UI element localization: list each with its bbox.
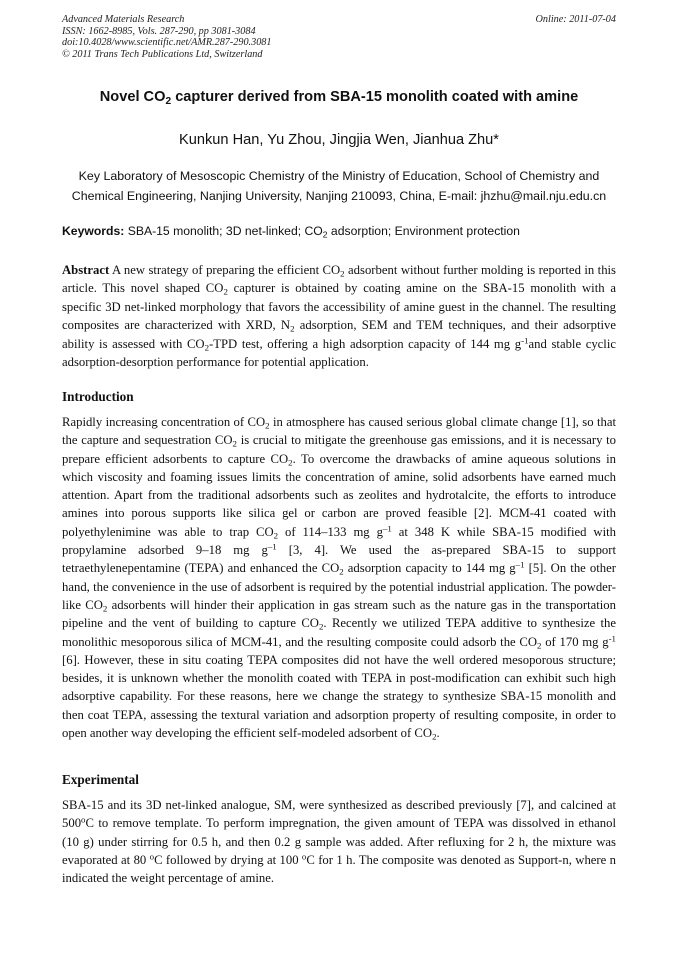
online-date: Online: 2011-07-04 [535,14,616,25]
keywords-label: Keywords: [62,224,125,238]
paper-title: Novel $CO_2$ capturer derived from SBA-15 monolith coated with amine [99,89,579,108]
doi-link[interactable]: doi:10.4028/www.scientific.net/AMR.287-290.3081 [62,37,272,49]
abstract-label: Abstract [62,263,110,277]
introduction-paragraph: Rapidly increasing concentration of $CO_2$ in atmosphere has caused serious global climate change [1], so that the capture and sequestration $CO_2$ is crucial to mitigate the greenhouse gas emissions, and it is necessary to prepare efficient adsorbents to capture $CO_2$. To overcome the drawbacks of amine aqueous solutions in which viscosity and foaming issues limits the concentration of amine, solid adsorbents have earned much attention. Apart from the traditional adsorbents such as zeolites and hydrotalcite, the efforts to introduce amines into porous supports like silica gel or carbon are proved feasible [2]. MCM-41 coated with polyethylenimine was able to trap $CO_2$ of 114–133 mg $g^{-1}$ at 348 K while SBA-15 modified with propylamine adsorbed 9–18 mg $g^{-1}$ [3, 4]. We used the as-prepared SBA-15 to support tetraethylenepentamine (TEPA) and enhanced the $CO_2$ adsorption capacity to 144 mg $g^{-1}$ [5]. On the other hand, the convenience in the use of adsorbent is required by the potential industrial application. The powder-like $CO_2$ adsorbents will hinder their application in gas stream such as the nature gas in the transportation pipeline and the vent of building to capture $CO_2$. Recently we utilized TEPA additive to synthesize the monolithic mesoporous silica of MCM-41, and the resulting composite could adsorb the $CO_2$ of 170 mg $g^{-1}$ [6]. However, these in situ coating TEPA composites did not have the well ordered mesoporous structure; besides, it is unknown whether the monolith coated with TEPA in post-modification can exhibit such high adsorptive capability. For these reasons, here we change the strategy to synthesize SBA-15 monolith and then coat TEPA, assessing the textural variation and adsorption property of resulting composite, in order to open another way developing the efficient self-modeled adsorbent of $CO_2$. [62,415,617,742]
affiliation [62,166,616,206]
journal-name: Advanced Materials Research [62,14,185,25]
affiliation-line-2: Chemical Engineering, Nanjing University, Nanjing 210093, China, E-mail: jhzhu@mail.nju.edu.cn [71,189,607,203]
affiliation-line-1: Key Laboratory of Mesoscopic Chemistry of the Ministry of Education, School of Chemistry and [78,169,600,183]
experimental-heading: Experimental [62,772,139,787]
author-list: Kunkun Han, Yu Zhou, Jingjia Wen, Jianhua Zhu* [179,132,499,148]
experimental-paragraph: SBA-15 and its 3D net-linked analogue, SM, were synthesized as described previously [7], and calcined at 500$^o$C to remove template. To perform impregnation, the given amount of TEPA was dissolved in ethanol (10 g) under stirring for 0.5 h, and then 0.2 g sample was added. After refluxing for 2 h, the mixture was evaporated at 80 $^o$C followed by drying at 100 $^o$C for 1 h. The composite was denoted as Support-n, where n indicated the weight percentage of amine. [62,798,617,886]
issn-line: ISSN: 1662-8985, Vols. 287-290, pp 3081-3084 [62,25,256,37]
copyright-line: © 2011 Trans Tech Publications Ltd, Switzerland [62,48,263,60]
abstract: Abstract A new strategy of preparing the efficient $CO_2$ adsorbent without further molding is reported in this article. This novel shaped $CO_2$ capturer is obtained by coating amine on the SBA-15 monolith with a specific 3D net-linked morphology that favors the accessibility of amine guest in the channel. The resulting composites are characterized with XRD, $N_2$ adsorption, SEM and TEM techniques, and their adsorptive ability is assessed with $CO_2$-TPD test, offering a high adsorption capacity of 144 mg $g^{-1}and$ stable cyclic adsorption-desorption performance for potential application. [62,263,616,370]
journal-header [62,14,616,60]
keywords: Keywords: SBA-15 monolith; 3D net-linked; $CO_2$ adsorption; Environment protection [62,224,520,240]
introduction-heading: Introduction [62,389,134,404]
